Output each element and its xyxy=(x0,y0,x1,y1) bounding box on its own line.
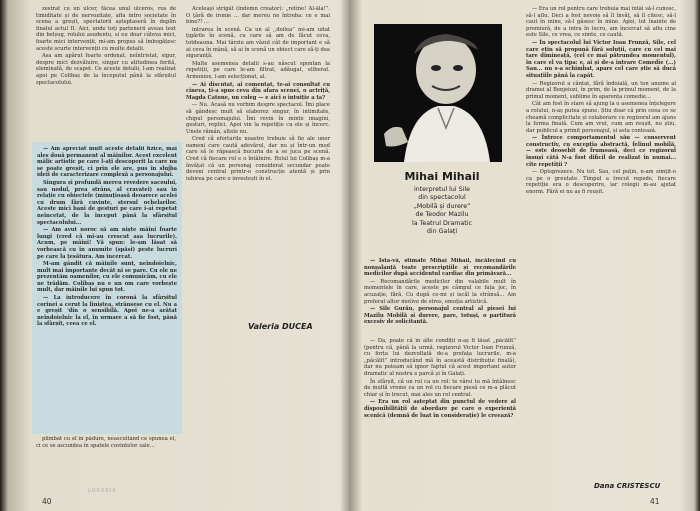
paragraph: zestrat cu un ulcer, făcea unul ulceros, ros de timiditate și de nervozitate, afla intro societate în scena a greșit, spectatorii așteptaseră în deplin finalul actul II. Aici, unde toți partenerii aveau text din belșug, rolului asudentu, si eu doar câteva mici, foarte mici intervenții, mi-am propus să îmbogățesc aceste scurte intervenții cu multe detalii. xyxy=(36,6,176,52)
paragraph: Asa am apărut foarte ordonat, neîntristat, sigur, despre mici dezvăluire, singur cu atitudinea ferită, eleminată, de scapet. Ce aceste detalii, l-am realizat apoi pe Colibaș de la începutul până la sfârșitul spectacolului. xyxy=(36,53,176,86)
paragraph: — Sile Gurău, personajul central al piesei lui Mazilu Mobilă și durere, pare, totuși, o partitură excesiv de solicitantă. xyxy=(364,306,516,326)
paragraph: — Optsprezece. Nu tot. Sau, cel puțin, n-am simțit-o ca pe o greutate. Timpul a trecut repede, fiecare repetiție era o descoperire, iar colegii m-au ajutat enorm. Fără ei nu aș fi reușit. xyxy=(526,169,676,196)
right-column-2 xyxy=(526,6,676,486)
paragraph: — Era un rol pentru care trebuia mai întâi să-l cunosc, să-l aflu. Deci a fost nevoie să îl învăț, să îl citesc, să-l caut în mine, să-l găsesc în mine. Apoi, tot înainte de premieră, de a intra în lucru, am încercat să aflu cine este Sile, ce vrea, ce simte, ce caută. xyxy=(526,6,676,39)
paragraph: Multe asemenea detalii s-au născut spontan la repetiții, pe care le-am filtrat, adăugat, eliberat. Armoniox, l-am selecționat, al. xyxy=(186,60,330,80)
paragraph: În sfârșit, că un rol ca un rol: te vărsi tu mă întâlnesc de multă vreme ca un rol cu fiecare piesă ce m-a plăcut chiar și în trecut, mai ales un rol central. xyxy=(364,378,516,398)
left-column-2 xyxy=(186,6,330,312)
paragraph: — În spectacolul lui Victor Ioan Frunză, Sile, cel care ețin să propună fără soluții, care cu cel mai tare dimineață, (cel ce mai pătrundea momentul), în care el va țipa: e, ai și de-a intrare Comedie (...) Sau... nu s-a schimbat, apare cel care știe să ducă situațiile până la capăt. xyxy=(526,39,676,79)
quote-text xyxy=(37,146,177,432)
paragraph: — Da, poate că în alte condiții n-aș fi lăsat „păcălit” (pentru că, până la urmă, regizorul Victor Ioan Frunză, cu forța lui dezvoltată de-a prefața lucrurile, m-a „păcălit” introducând mă în această distribuție finală), dar nu puteam să ignor faptul că acest important autor dramatic al nostru e parcă și în Galați. xyxy=(364,338,516,377)
paragraph: — Regizorul a cântat, fără îndoială, un ton anume al dramei al Benjeiozi, în prim, de la primul moment, de la primul moment, sublime în aparența comedie... xyxy=(526,80,676,100)
title-line: interpretul lui Sile xyxy=(413,186,471,193)
paragraph: intrarea în scenă. Ca un al ,,doilea” mi-am uitat țigările în scenă, cu care să am de făcut ceva, totdeauna. Mai târziu am văzut cât de important e să ai ceva în mână, să ai în scenă un obiect care să-ți dea siguranță. xyxy=(186,26,330,60)
paragraph: — Am avut noroc să am niște mâini foarte lungi (cred că mi-au crescut așa lucrurile). Acum, pe mâini! Vă spun: le-am lăsat să vorbească cu în anumite (spăsi) peste lucruri pe care la țesătura. Am încercat. xyxy=(37,227,177,260)
author-signature: Dana CRISTESCU xyxy=(594,482,661,490)
right-column-intro xyxy=(364,258,516,338)
paragraph: — Întrece comportamentul său — conservent constructiv, cu excepția abstractă, felinul mobilă, — este deosebit de frumoasă, deci ce regizorul însuși câtă N-a fost dificil de realizat în numai... cîte repetiții ? xyxy=(526,135,676,168)
watermark: LUXURIA xyxy=(88,488,117,494)
paragraph: — Era un rol așteptat din punctul de vedere al disponibilității de abordare pe care o experiență scenică (demnă de luat în considerație) le creează? xyxy=(364,399,516,419)
paragraph: — Ai discutat, ai comentat, te-ai consultat cu cineva, ți-a spus ceva din afara scenei, o actriță, Magda Catone, un coleg — e aici o intuiție a ta? xyxy=(186,81,330,101)
title-line: din spectacolul xyxy=(418,194,466,202)
page-number: 41 xyxy=(650,497,660,506)
title-line: de Teodor Mazilu xyxy=(415,211,469,219)
portrait-photo xyxy=(374,24,502,162)
highlighted-quote-box xyxy=(32,142,182,434)
paragraph: M-am gândit că mâinile sunt, neîndoielnic, mult mai importante decât ni se pare. Cu ele ne prezentăm oamenilor, cu ele comunicăm, cu ele ne trădăm. Colibaș nu e un om care vorbește mult, dar mâinile lui spun tot. xyxy=(37,261,177,294)
paragraph: — La introducere în coronă la sfârșitul corinei a cerut la liniștea, strânsese cu el. Nu a e greșit 'din o sensibilă. Apoi ne-a arătat neîndoielnic la el, în urmare a să fie fost, până la sfârșit, ceea ce el. xyxy=(37,295,177,328)
paragraph: Cred că eforturile noastre trebuie să fie ale unor oameni care caută adevărul, dar nu și într-un mod care să le răpească bucuria de a se juca pe scenă. Cred că fiecare rol e o întâlnire. Rolul lui Colibaș m-a învățat că un personaj considerat secundar poate deveni central printr-o construcție atentă și prin iubirea pe care o investești în el. xyxy=(186,136,330,182)
paragraph: — Nu. Acasă nu vorbim despre spectacol. Îmi place să gândesc mult să elaborez singur, în intimitate, chipul personajului. Îmi revin în minte imagini, gesturi, replici. Apoi vin la repetiție cu ele și încerc. Unele rămân, altele nu. xyxy=(186,102,330,135)
article-title xyxy=(372,164,512,236)
actor-name: Mihai Mihail xyxy=(404,170,480,183)
title-line: „Mobilă și durere” xyxy=(413,202,471,210)
paragraph: plimbat cu el în pădure, neascultând ce spunea el, ci ce se ascundea în spatele cuvintelor sale... xyxy=(36,436,176,449)
author-signature: Valeria DUCEA xyxy=(248,322,313,331)
paragraph: — Recomandările medicilor din valabile mult în momentele în care, aceste pe câmpul ce fața joc, în acuzație, fără. Cu după ce-mi și iscăl la strânsă... Am preferat altor motive de stres, emoția artistică. xyxy=(364,278,516,305)
paragraph: — Ista-vă, stimate Mihai Mihail, încălecind cu nonșalanță toate prescripțiile și recomandările medicilor după accidentul cardiac din primăvară... xyxy=(364,258,516,278)
portrait-illustration xyxy=(374,24,502,162)
paragraph: — Am apreciat mult aceste detalii fizice, mai ales două permanent al mâinilor. Acest excelent mâlic artistic pe care l-ați descoperit la care nu se poate greșit, ci prin ele are, pus în slujba ideii de caracterizare complexă a personajului. xyxy=(37,146,177,179)
page-number: 40 xyxy=(42,497,52,506)
right-column-lower xyxy=(364,338,516,490)
title-line: la Teatrul Dramatic xyxy=(412,219,472,227)
left-column-bottom xyxy=(36,436,176,456)
left-column-1 xyxy=(36,6,176,138)
paragraph: Aceleași strigăt (îndemn creator): „retine! Al-ăla!”. O țâră de ironie ... dar mereu ne întreba: ce e mai bine?! ... xyxy=(186,6,330,26)
paragraph: Singura și profundă mereu revedere sacoului, sau nodul, prea strâns, al cravatei) sau în relație cu obiectele (minuțioasă deoarece acelei cu drum fără cuvinte, stersul ochelarilor. Aceste mici bani de gesturi pe care i-ai repetat neîncetat, de la început până la sfârșitul spectacolului... xyxy=(37,179,177,226)
title-line: din Galați xyxy=(426,228,458,236)
paragraph: Cât am fost în stare să ajung la o asemenea înțelegere a rolului, n-aș putea spune. Știu doar că prin ceea ce se cheamă complicitate și colaborare cu regizorul am ajuns la forma finală. Cum am vrut, cum am reușit, nu știu, dar publicul a primit personajul, și asta contează. xyxy=(526,101,676,134)
